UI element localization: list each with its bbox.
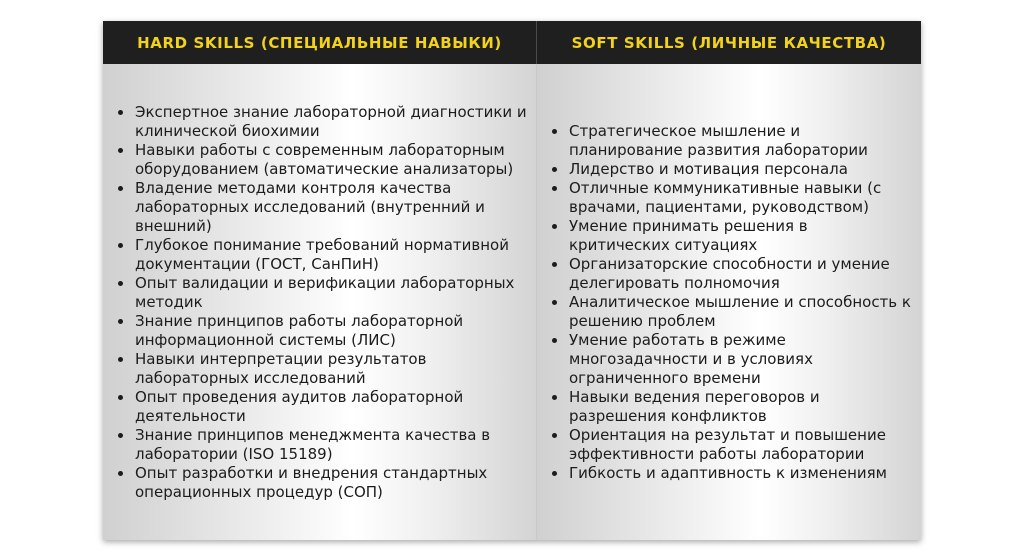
bullet-icon [552, 338, 557, 343]
bullet-icon [552, 129, 557, 134]
soft-skills-list [537, 122, 913, 483]
list-item [551, 122, 913, 160]
list-item [117, 179, 527, 236]
bullet-icon [552, 167, 557, 172]
bullet-icon [118, 281, 123, 286]
soft-skill-text: Умение работать в режиме многозадачности и в условиях ограниченного времени [569, 330, 813, 387]
hard-skills-list [103, 103, 527, 502]
list-item [551, 160, 913, 179]
hard-skills-header: HARD SKILLS (СПЕЦИАЛЬНЫЕ НАВЫКИ) [103, 21, 537, 64]
bullet-icon [118, 148, 123, 153]
hard-skill-text: Опыт валидации и верификации лабораторных методик [135, 273, 515, 311]
list-item [551, 293, 913, 331]
hard-skill-text: Опыт разработки и внедрения стандартных операционных процедур (СОП) [135, 463, 488, 501]
bullet-icon [552, 262, 557, 267]
list-item [551, 255, 913, 293]
skills-table [103, 21, 921, 540]
soft-skill-text: Стратегическое мышление и планирование развития лаборатории [569, 121, 868, 159]
soft-skill-text: Гибкость и адаптивность к изменениям [569, 463, 887, 482]
soft-skills-header: SOFT SKILLS (ЛИЧНЫЕ КАЧЕСТВА) [537, 21, 921, 64]
soft-skill-text: Умение принимать решения в критических ситуациях [569, 216, 808, 254]
soft-skill-text: Лидерство и мотивация персонала [569, 159, 848, 178]
hard-skill-text: Знание принципов менеджмента качества в лаборатории (ISO 15189) [135, 425, 491, 463]
soft-skills-cell [537, 64, 921, 540]
bullet-icon [552, 471, 557, 476]
list-item [551, 426, 913, 464]
list-item [117, 426, 527, 464]
bullet-icon [118, 357, 123, 362]
hard-skill-text: Глубокое понимание требований нормативной документации (ГОСТ, СанПиН) [135, 235, 509, 273]
bullet-icon [552, 224, 557, 229]
list-item [117, 350, 527, 388]
bullet-icon [552, 186, 557, 191]
hard-skill-text: Навыки работы с современным лабораторным оборудованием (автоматические анализаторы) [135, 140, 514, 178]
hard-skills-cell [103, 64, 537, 540]
soft-skill-text: Навыки ведения переговоров и разрешения конфликтов [569, 387, 820, 425]
bullet-icon [118, 110, 123, 115]
bullet-icon [552, 300, 557, 305]
list-item [117, 141, 527, 179]
soft-skill-text: Аналитическое мышление и способность к решению проблем [569, 292, 911, 330]
list-item [551, 217, 913, 255]
hard-skill-text: Навыки интерпретации результатов лабораторных исследований [135, 349, 427, 387]
bullet-icon [118, 433, 123, 438]
soft-skill-text: Ориентация на результат и повышение эффективности работы лаборатории [569, 425, 886, 463]
list-item [117, 312, 527, 350]
soft-skill-text: Организаторские способности и умение делегировать полномочия [569, 254, 890, 292]
bullet-icon [118, 395, 123, 400]
soft-skill-text: Отличные коммуникативные навыки (с врачами, пациентами, руководством) [569, 178, 882, 216]
list-item [551, 464, 913, 483]
list-item [551, 388, 913, 426]
hard-skill-text: Владение методами контроля качества лабораторных исследований (внутренний и внешний) [135, 178, 485, 235]
list-item [117, 274, 527, 312]
bullet-icon [552, 433, 557, 438]
list-item [117, 388, 527, 426]
hard-skill-text: Знание принципов работы лабораторной информационной системы (ЛИС) [135, 311, 464, 349]
list-item [551, 331, 913, 388]
list-item [551, 179, 913, 217]
list-item [117, 236, 527, 274]
bullet-icon [552, 395, 557, 400]
list-item [117, 464, 527, 502]
bullet-icon [118, 243, 123, 248]
bullet-icon [118, 186, 123, 191]
hard-skill-text: Экспертное знание лабораторной диагностики и клинической биохимии [135, 102, 527, 140]
list-item [117, 103, 527, 141]
hard-skill-text: Опыт проведения аудитов лабораторной деятельности [135, 387, 464, 425]
bullet-icon [118, 319, 123, 324]
bullet-icon [118, 471, 123, 476]
